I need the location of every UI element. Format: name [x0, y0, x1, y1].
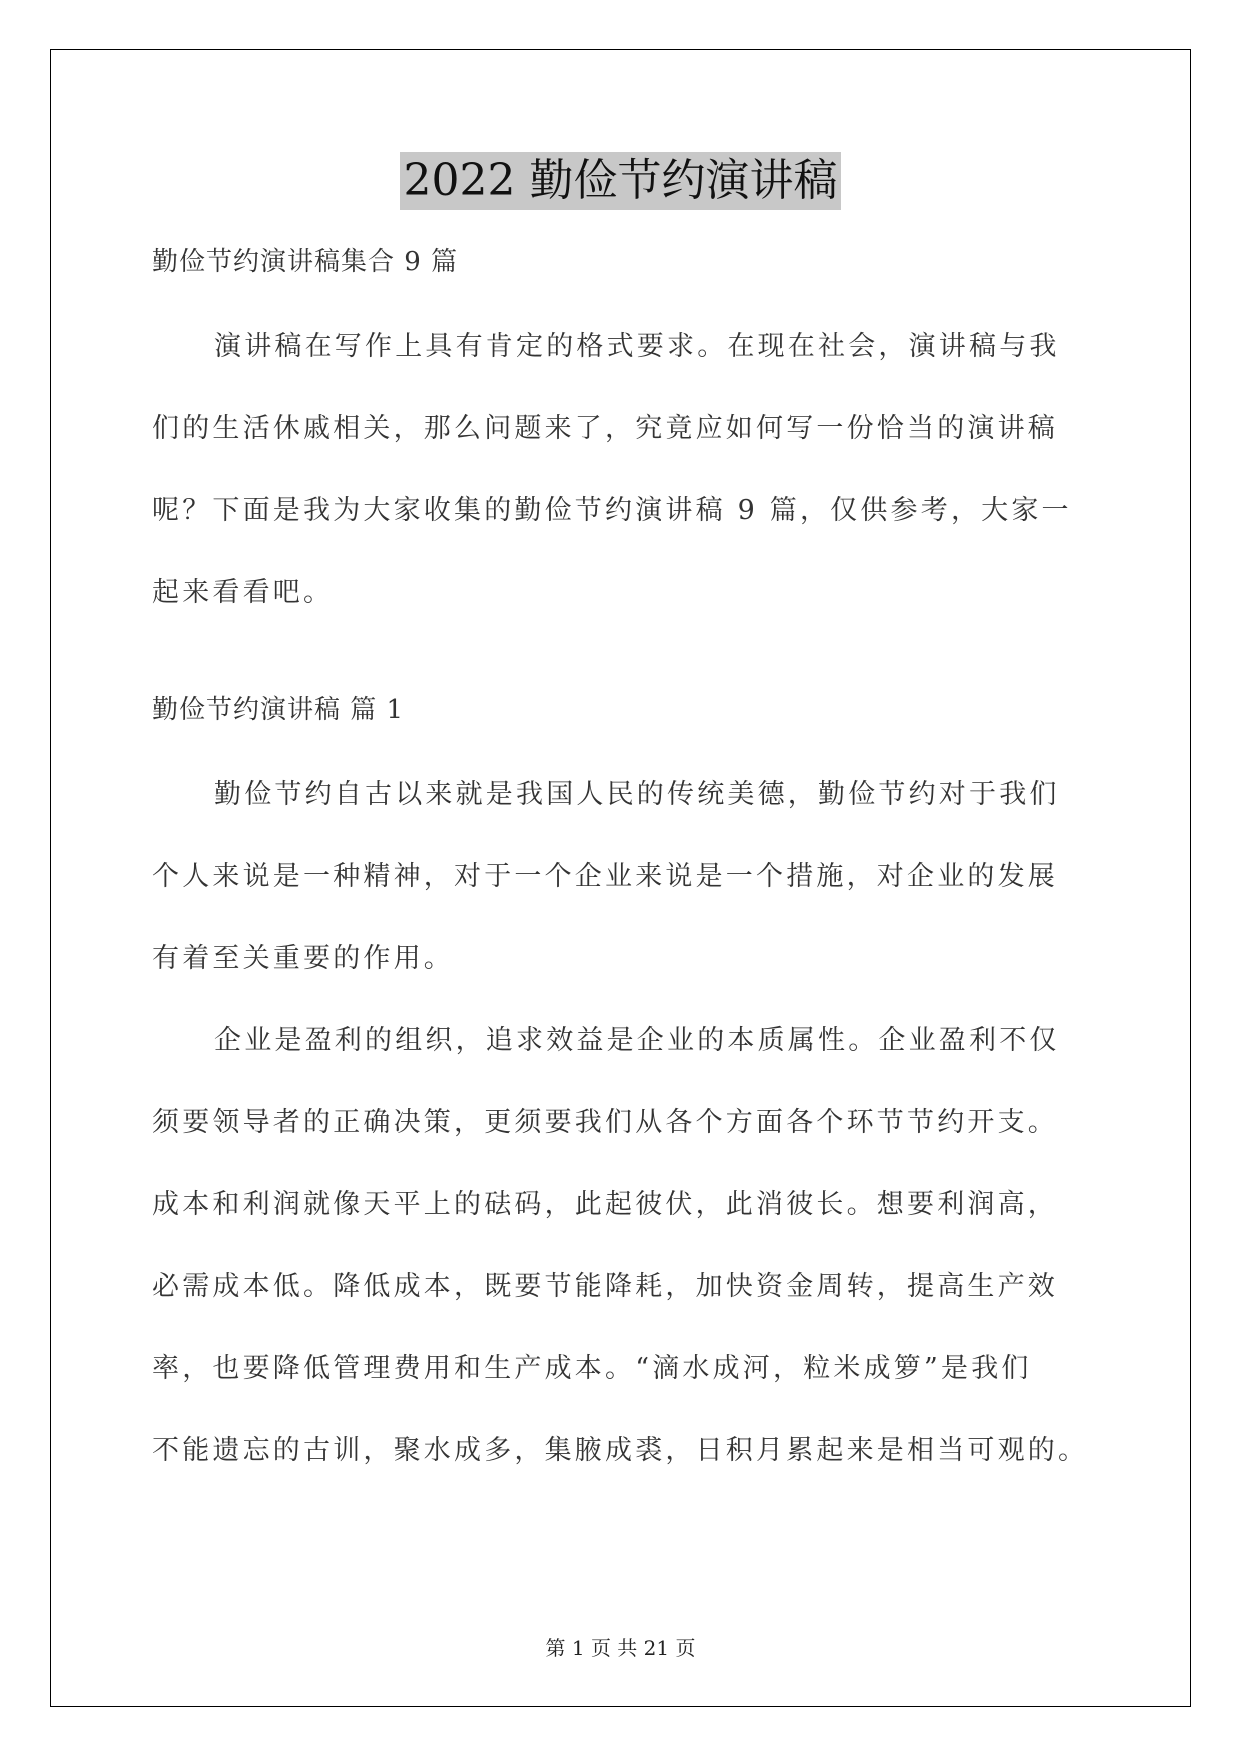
page-footer: 第 1 页 共 21 页: [545, 1636, 696, 1660]
paragraph-line: 成本和利润就像天平上的砝码，此起彼伏，此消彼长。想要利润高，: [152, 1189, 1058, 1220]
paragraph-line: 须要领导者的正确决策，更须要我们从各个方面各个环节节约开支。: [152, 1107, 1058, 1138]
paragraph-line: 个人来说是一种精神，对于一个企业来说是一个措施，对企业的发展: [152, 861, 1058, 892]
document-body: [152, 232, 1089, 1492]
paragraph-line: 率，也要降低管理费用和生产成本。“滴水成河，粒米成箩”是我们: [152, 1353, 1032, 1384]
section-paragraph-2: [152, 1000, 1089, 1492]
section-paragraph-1: [152, 754, 1082, 1000]
paragraph-line: 企业是盈利的组织，追求效益是企业的本质属性。企业盈利不仅: [214, 1025, 1060, 1056]
paragraph-line: 有着至关重要的作用。: [152, 943, 454, 974]
paragraph-line: 必需成本低。降低成本，既要节能降耗，加快资金周转，提高生产效: [152, 1271, 1058, 1302]
paragraph-line: 不能遗忘的古训，聚水成多，集腋成裘，日积月累起来是相当可观的。: [152, 1435, 1089, 1466]
section-heading: 勤俭节约演讲稿 篇 1: [152, 695, 405, 725]
intro-line: 呢？下面是我为大家收集的勤俭节约演讲稿 9 篇，仅供参考，大家一: [152, 495, 1072, 526]
intro-line: 们的生活休戚相关，那么问题来了，究竟应如何写一份恰当的演讲稿: [152, 413, 1058, 444]
title-container: [0, 152, 1241, 210]
paragraph-line: 勤俭节约自古以来就是我国人民的传统美德，勤俭节约对于我们: [214, 779, 1060, 810]
intro-paragraph: [152, 306, 1082, 634]
intro-line: 演讲稿在写作上具有肯定的格式要求。在现在社会，演讲稿与我: [214, 331, 1060, 362]
document-subtitle: 勤俭节约演讲稿集合 9 篇: [152, 247, 459, 277]
intro-line: 起来看看吧。: [152, 577, 334, 608]
document-title: 2022 勤俭节约演讲稿: [400, 152, 842, 210]
